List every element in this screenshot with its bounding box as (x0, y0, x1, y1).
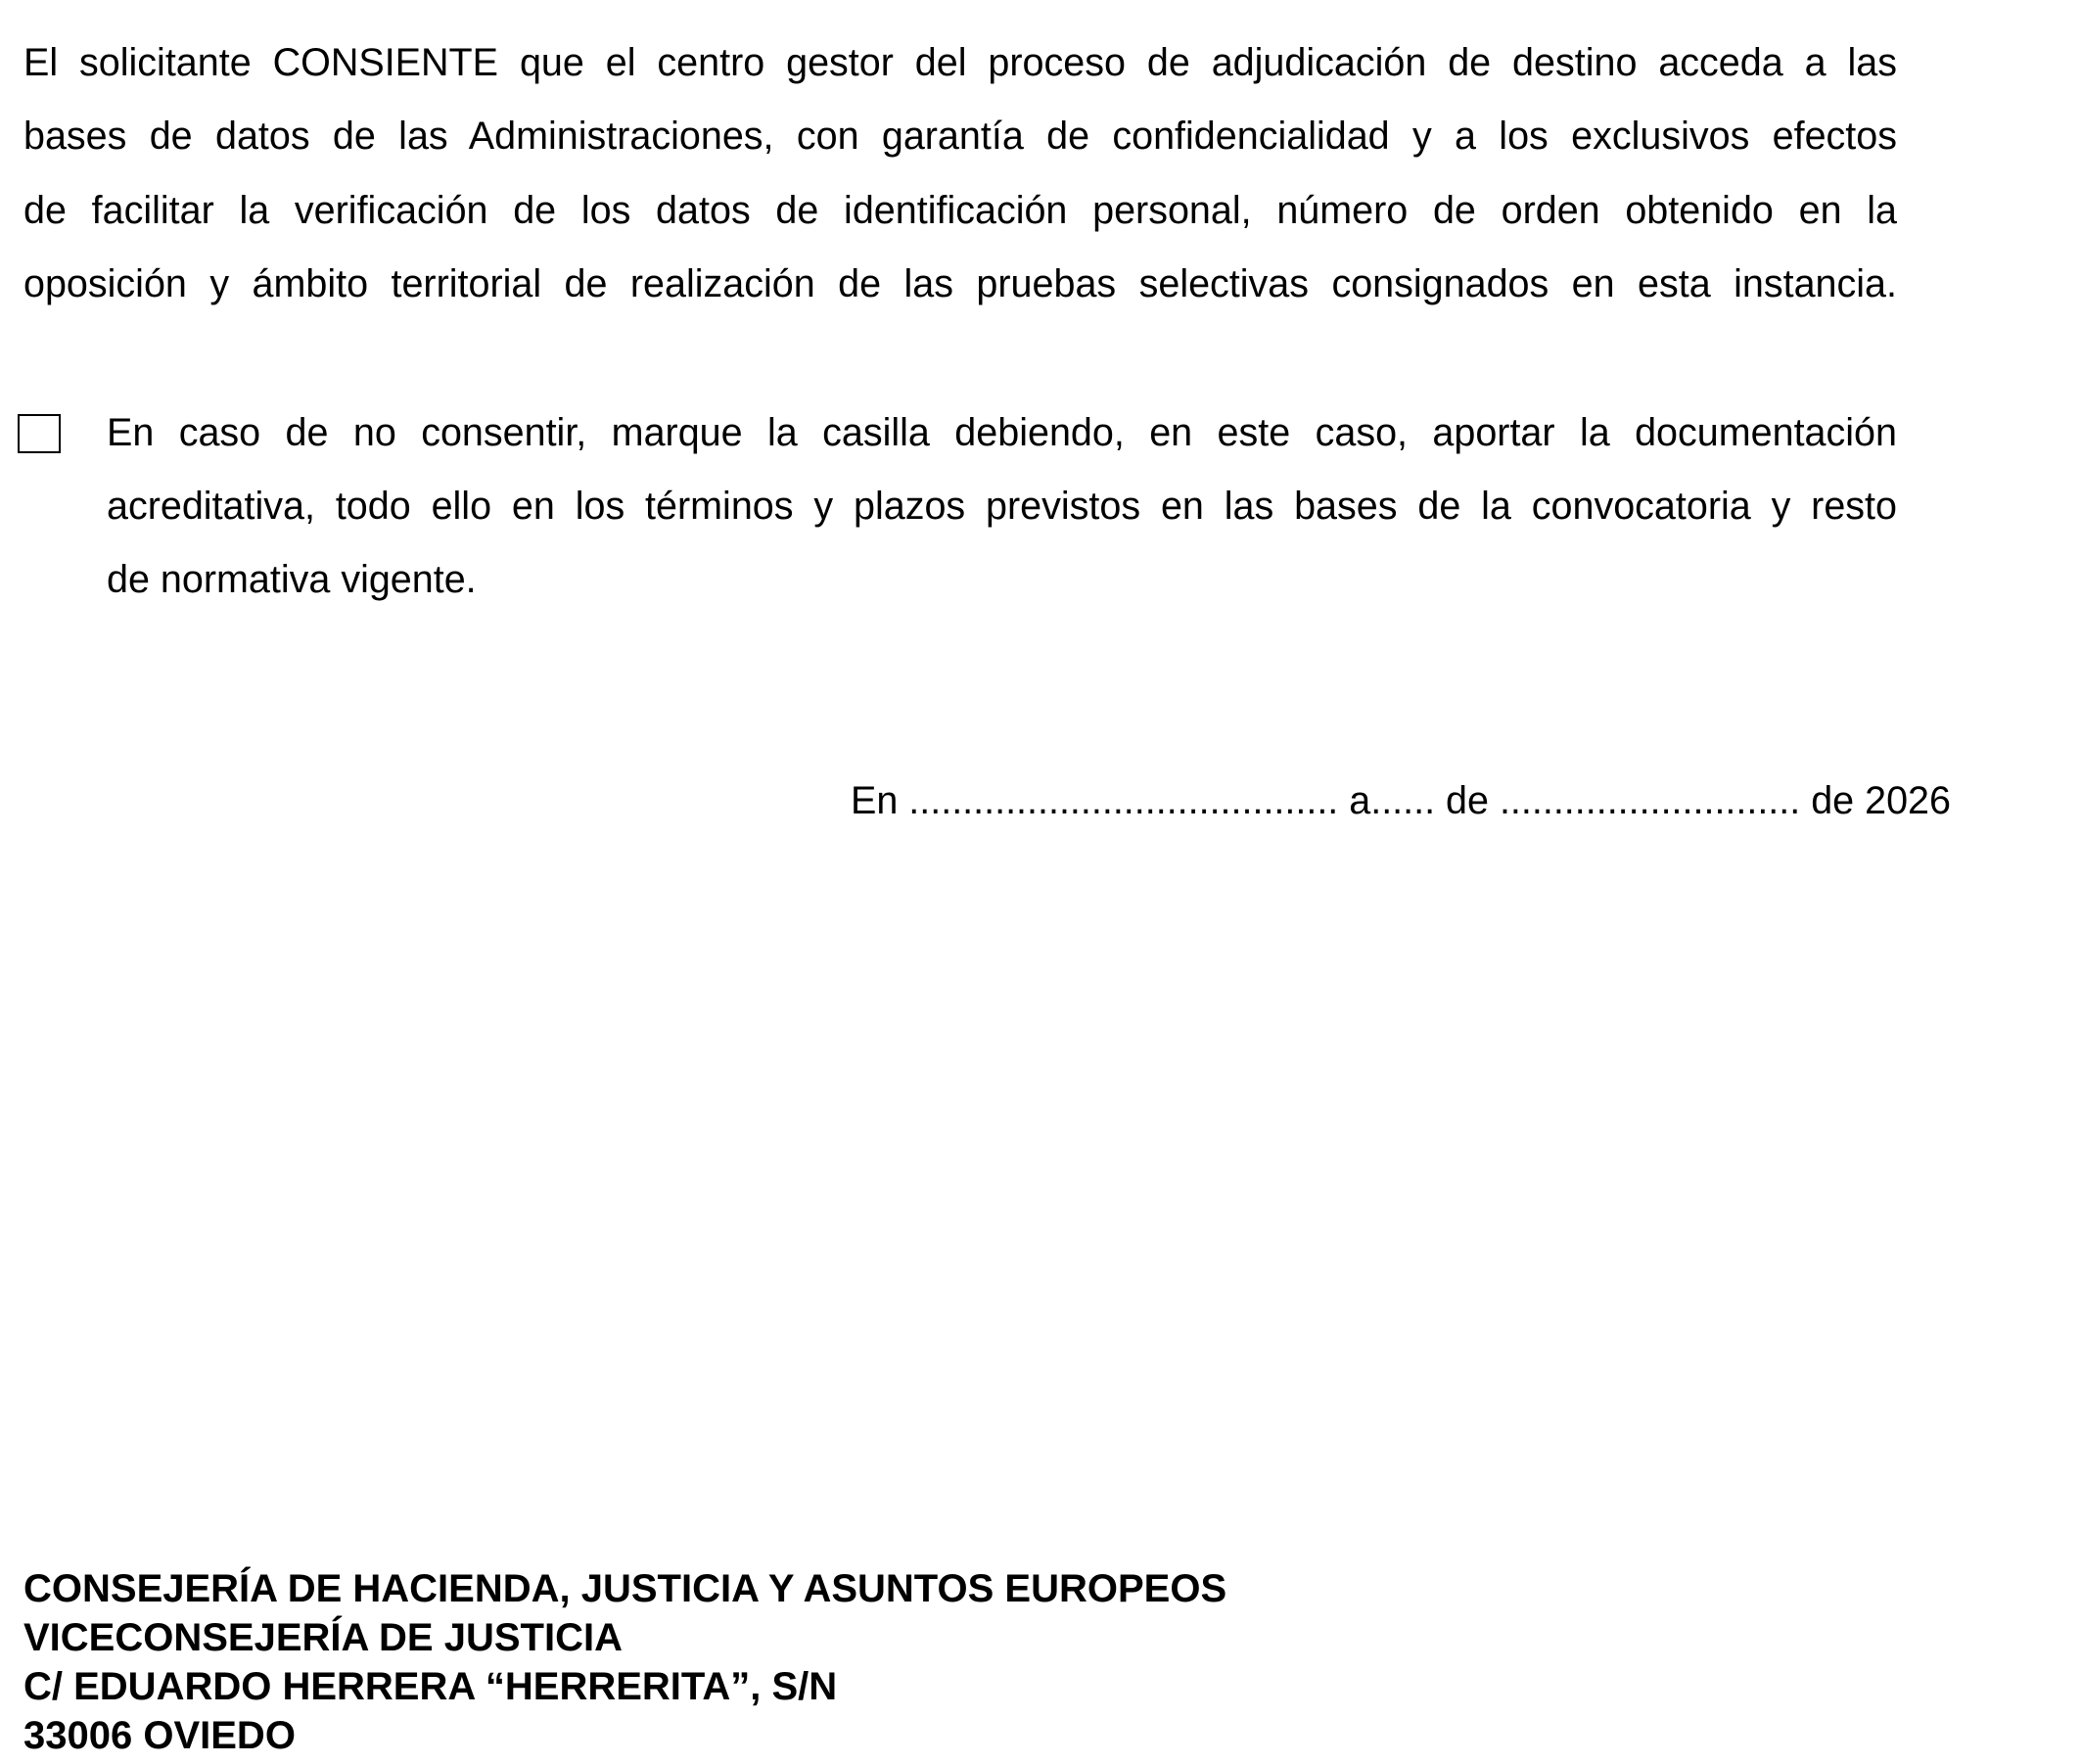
footer-department: CONSEJERÍA DE HACIENDA, JUSTICIA Y ASUNTOS EUROPEOS (23, 1567, 1227, 1610)
consent-line: de facilitar la verificación de los datos de identificación personal, número de orden obtenido en la (23, 189, 1897, 232)
footer-address (23, 1564, 1226, 1760)
consent-line: El solicitante CONSIENTE que el centro gestor del proceso de adjudicación de destino acceda a las (23, 41, 1897, 84)
non-consent-line: acreditativa, todo ello en los términos y plazos previstos en las bases de la convocatoria y resto (107, 485, 1897, 528)
consent-line: oposición y ámbito territorial de realización de las pruebas selectivas consignados en esta instancia. (23, 262, 1897, 305)
footer-subdepartment: VICECONSEJERÍA DE JUSTICIA (23, 1616, 623, 1659)
non-consent-line: En caso de no consentir, marque la casilla debiendo, en este caso, aportar la documentación (107, 411, 1897, 454)
consent-line: bases de datos de las Administraciones, con garantía de confidencialidad y a los exclusivos efectos (23, 115, 1897, 158)
footer-street: C/ EDUARDO HERRERA “HERRERITA”, S/N (23, 1665, 838, 1708)
footer-city: 33006 OVIEDO (23, 1714, 296, 1757)
non-consent-line: de normativa vigente. (107, 558, 477, 601)
non-consent-checkbox[interactable] (18, 414, 61, 453)
place-date-line: En ........................................ a...... de ............................ de 2026 (851, 779, 1951, 822)
